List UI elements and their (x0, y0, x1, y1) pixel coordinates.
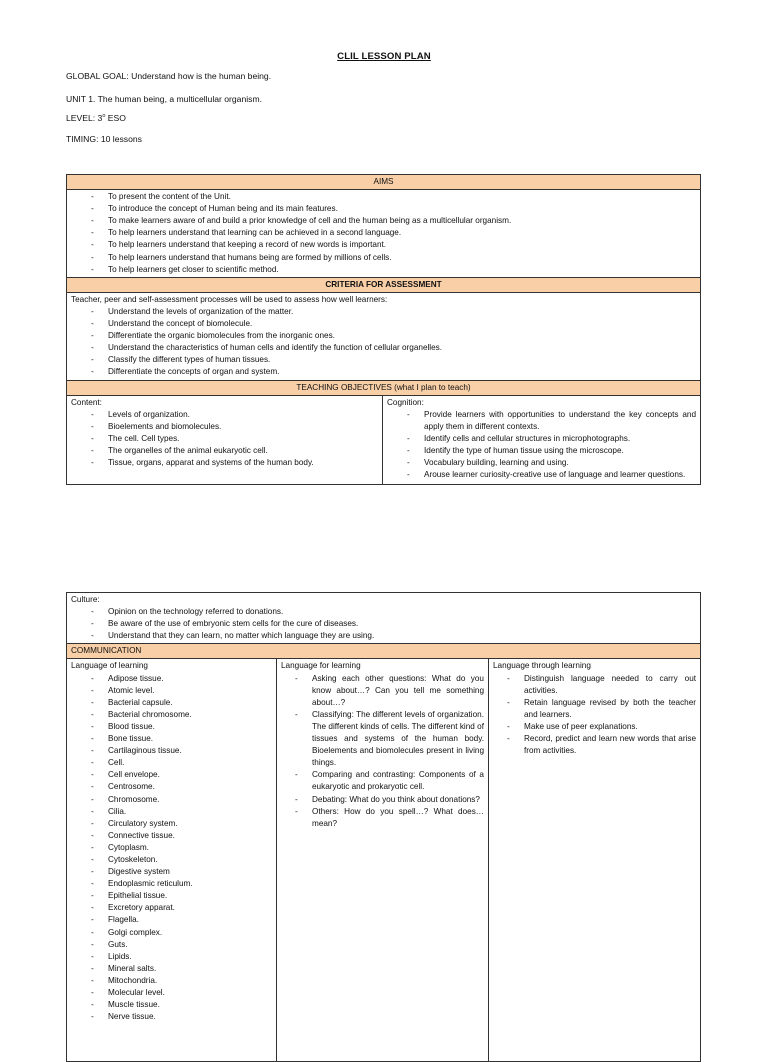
aims-item: - To help learners understand that keeping a record of new words is important. (91, 239, 696, 251)
vocabulary-item: - Molecular level. (91, 987, 272, 999)
vocabulary-item: - Cilia. (91, 806, 272, 818)
culture-item: - Be aware of the use of embryonic stem cells for the cure of diseases. (91, 618, 696, 630)
content-item: - Bioelements and biomolecules. (91, 421, 378, 433)
criteria-list (71, 306, 696, 379)
criteria-item: - Understand the characteristics of human cells and identify the function of cellular organelles. (91, 342, 696, 354)
objectives-header: TEACHING OBJECTIVES (what I plan to teach) (67, 380, 701, 395)
aims-item: - To help learners understand that humans being are formed by millions of cells. (91, 252, 696, 264)
vocabulary-item: - Atomic level. (91, 685, 272, 697)
cognition-label: Cognition: (387, 397, 424, 407)
criteria-cell (67, 292, 701, 380)
vocabulary-item: - Centrosome. (91, 781, 272, 793)
content-item: - Levels of organization. (91, 409, 378, 421)
level-line (66, 113, 126, 123)
vocabulary-item: - Cytoskeleton. (91, 854, 272, 866)
vocabulary-item: - Connective tissue. (91, 830, 272, 842)
culture-item: - Understand that they can learn, no matter which language they are using. (91, 630, 696, 642)
aims-header: AIMS (67, 175, 701, 190)
content-cell (67, 395, 383, 485)
language-through-learning-item: - Make use of peer explanations. (507, 721, 696, 733)
content-list (71, 409, 378, 469)
language-through-learning-label: Language through learning (493, 661, 591, 671)
criteria-item: - Understand the concept of biomolecule. (91, 318, 696, 330)
language-through-learning-item: - Retain language revised by both the teacher and learners. (507, 697, 696, 721)
culture-cell (67, 593, 701, 644)
criteria-header: CRITERIA FOR ASSESSMENT (67, 277, 701, 292)
vocabulary-item: - Excretory apparat. (91, 902, 272, 914)
criteria-item: - Differentiate the organic biomolecules from the inorganic ones. (91, 330, 696, 342)
language-for-learning-item: - Others: How do you spell…? What does… mean? (295, 806, 484, 830)
unit-line: UNIT 1. The human being, a multicellular organism. (66, 94, 262, 104)
vocabulary-item: - Guts. (91, 939, 272, 951)
vocabulary-item: - Bone tissue. (91, 733, 272, 745)
level-suffix: ESO (105, 113, 126, 123)
cognition-item: - Provide learners with opportunities to understand the key concepts and apply them in different contexts. (407, 409, 696, 433)
content-label: Content: (71, 397, 102, 407)
vocabulary-item: - Bacterial capsule. (91, 697, 272, 709)
vocabulary-item: - Digestive system (91, 866, 272, 878)
language-for-learning-item: - Asking each other questions: What do you know about…? Can you tell me something about…? (295, 673, 484, 709)
language-through-learning-list (493, 673, 696, 758)
vocabulary-item: - Endoplasmic reticulum. (91, 878, 272, 890)
cognition-item: - Identify cells and cellular structures in microphotographs. (407, 433, 696, 445)
vocabulary-item: - Circulatory system. (91, 818, 272, 830)
language-through-learning-item: - Record, predict and learn new words that arise from activities. (507, 733, 696, 757)
level-superscript: o (102, 113, 106, 120)
timing-line: TIMING: 10 lessons (66, 134, 142, 144)
page-title: CLIL LESSON PLAN (337, 51, 431, 62)
vocabulary-item: - Adipose tissue. (91, 673, 272, 685)
cognition-item: - Identify the type of human tissue using the microscope. (407, 445, 696, 457)
aims-item: - To present the content of the Unit. (91, 191, 696, 203)
vocabulary-item: - Mitochondria. (91, 975, 272, 987)
content-item: - The cell. Cell types. (91, 433, 378, 445)
criteria-item: - Differentiate the concepts of organ and system. (91, 366, 696, 378)
culture-label: Culture: (71, 595, 100, 604)
aims-list (71, 191, 696, 276)
vocabulary-item: - Flagella. (91, 914, 272, 926)
vocabulary-item: - Bacterial chromosome. (91, 709, 272, 721)
language-for-learning-item: - Comparing and contrasting: Components of a eukaryotic and prokaryotic cell. (295, 769, 484, 793)
vocabulary-item: - Cell envelope. (91, 769, 272, 781)
communication-header: COMMUNICATION (67, 644, 701, 659)
content-item: - The organelles of the animal eukaryotic cell. (91, 445, 378, 457)
language-through-learning-item: - Distinguish language needed to carry out activities. (507, 673, 696, 697)
cognition-list (387, 409, 696, 482)
aims-item: - To help learners get closer to scientific method. (91, 264, 696, 276)
language-of-learning-list (71, 673, 272, 1024)
language-for-learning-cell (277, 659, 489, 1062)
language-for-learning-item: - Classifying: The different levels of organization. The different kinds of cells. The different kind of tissues and systems of the human body. Bioelements and biomolecules present in living things. (295, 709, 484, 769)
vocabulary-item: - Mineral salts. (91, 963, 272, 975)
vocabulary-item: - Chromosome. (91, 794, 272, 806)
aims-cell (67, 190, 701, 278)
culture-list (71, 606, 696, 642)
vocabulary-item: - Muscle tissue. (91, 999, 272, 1011)
level-prefix: LEVEL: 3 (66, 113, 103, 123)
plan-table-1 (66, 174, 701, 485)
global-goal: GLOBAL GOAL: Understand how is the human being. (66, 71, 272, 81)
vocabulary-item: - Cell. (91, 757, 272, 769)
language-for-learning-item: - Debating: What do you think about donations? (295, 794, 484, 806)
language-for-learning-list (281, 673, 484, 830)
aims-item: - To make learners aware of and build a prior knowledge of cell and the human being as a multicellular organism. (91, 215, 696, 227)
aims-item: - To help learners understand that learning can be achieved in a second language. (91, 227, 696, 239)
language-for-learning-label: Language for learning (281, 661, 361, 671)
vocabulary-item: - Blood tissue. (91, 721, 272, 733)
content-item: - Tissue, organs, apparat and systems of the human body. (91, 457, 378, 469)
vocabulary-item: - Epithelial tissue. (91, 890, 272, 902)
culture-item: - Opinion on the technology referred to donations. (91, 606, 696, 618)
aims-item: - To introduce the concept of Human being and its main features. (91, 203, 696, 215)
cognition-item: - Vocabulary building, learning and using. (407, 457, 696, 469)
criteria-item: - Classify the different types of human tissues. (91, 354, 696, 366)
language-through-learning-cell (489, 659, 701, 1062)
language-of-learning-cell (67, 659, 277, 1062)
criteria-intro: Teacher, peer and self-assessment processes will be used to assess how well learners: (71, 294, 388, 304)
cognition-cell (383, 395, 701, 485)
vocabulary-item: - Nerve tissue. (91, 1011, 272, 1023)
vocabulary-item: - Golgi complex. (91, 927, 272, 939)
vocabulary-item: - Lipids. (91, 951, 272, 963)
criteria-item: - Understand the levels of organization of the matter. (91, 306, 696, 318)
vocabulary-item: - Cartilaginous tissue. (91, 745, 272, 757)
vocabulary-item: - Cytoplasm. (91, 842, 272, 854)
plan-table-2 (66, 592, 701, 1062)
cognition-item: - Arouse learner curiosity-creative use of language and learner questions. (407, 469, 696, 481)
language-of-learning-label: Language of learning (71, 661, 148, 671)
